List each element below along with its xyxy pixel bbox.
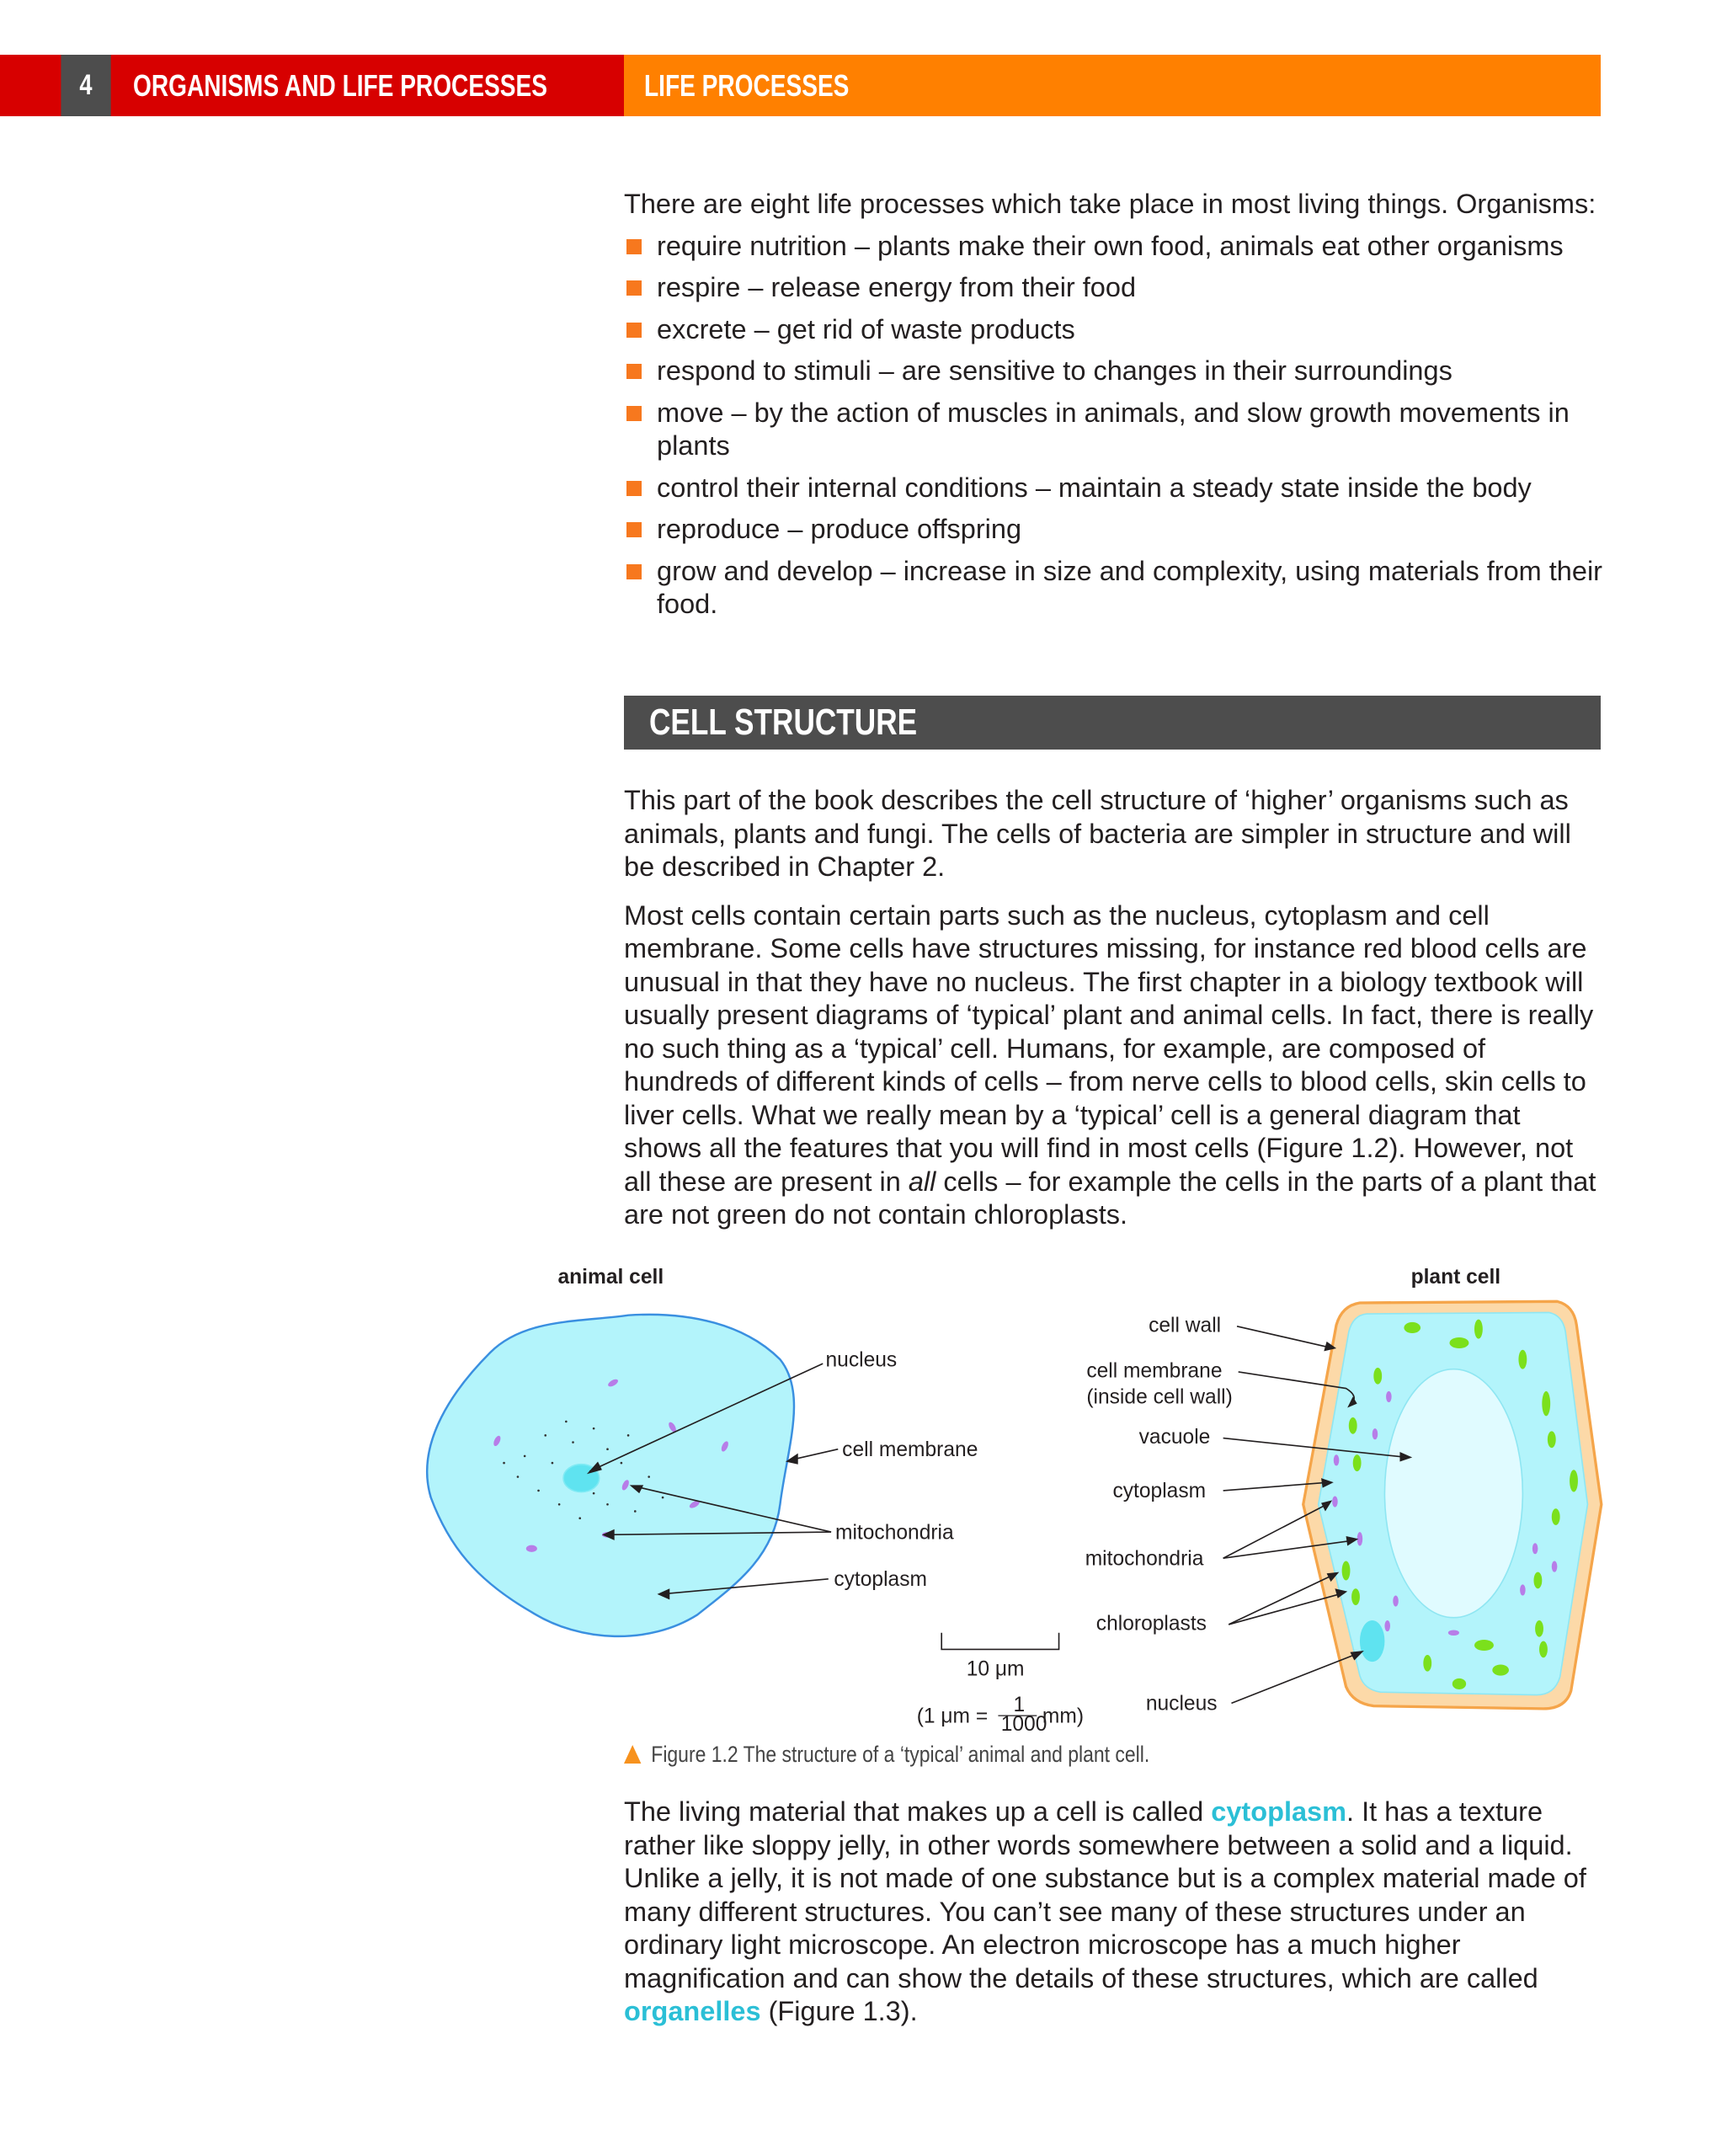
paragraph: This part of the book describes the cell structure of ‘higher’ organisms such as animals, plants and fungi. The cells of bacteria are simpler in structure and will be described in Chapter 2. [624,785,1571,882]
paragraph [624,1796,1602,2029]
emphasis: all [908,1166,936,1197]
label-vacuole: vacuole [1138,1426,1211,1449]
label-cytoplasm: cytoplasm [1112,1480,1207,1503]
label-nucleus: nucleus [825,1348,898,1372]
cell-structure-text [624,784,1602,1247]
bullet-square-icon [626,481,642,496]
bullet-square-icon [626,522,642,537]
list-item [624,555,1602,622]
list-item [624,513,1602,547]
section-title: LIFE PROCESSES [644,68,850,103]
label-cell-membrane: cell membrane [842,1438,978,1461]
bullet-square-icon [626,564,642,579]
scale-note: (1 μm = [916,1705,989,1728]
label-cell-membrane: cell membrane [1086,1359,1223,1383]
page-number: 4 [61,55,110,116]
plant-vacuole [1384,1369,1522,1618]
paragraph [624,899,1602,1232]
label-inside-cell-wall: (inside cell wall) [1086,1385,1233,1409]
scale-bar-label: 10 μm [966,1657,1025,1681]
text-run: cells – for example the cells in the parts of a plant that are not green do not contain chloroplasts. [624,1166,1596,1230]
label-mitochondria: mitochondria [834,1521,954,1545]
text-run: (Figure 1.3). [760,1996,918,2026]
animal-cell-title: animal cell [557,1266,664,1289]
scale-note-end: mm) [1042,1705,1085,1728]
label-nucleus: nucleus [1145,1692,1218,1716]
list-item-text: reproduce – produce offspring [657,514,1022,544]
list-item [624,472,1602,505]
list-item [624,313,1602,347]
text-run: The living material that makes up a cell is called [624,1796,1212,1827]
list-item-text: grow and develop – increase in size and complexity, using materials from their food. [657,555,1602,619]
caption-triangle-icon [624,1745,641,1764]
scale-bar [941,1633,1058,1650]
list-item-text: control their internal conditions – maintain a steady state inside the body [657,472,1532,503]
cell-figure [414,1249,1608,1739]
label-cytoplasm: cytoplasm [834,1568,927,1592]
bullet-square-icon [626,280,642,296]
label-cell-wall: cell wall [1149,1314,1222,1337]
list-item-text: move – by the action of muscles in animals, and slow growth movements in plants [657,397,1570,461]
scale-note-denominator: 1000 [1000,1713,1047,1737]
keyword-cytoplasm: cytoplasm [1211,1796,1347,1827]
plant-nucleus [1360,1620,1385,1662]
scale-note-numerator: 1 [1013,1694,1026,1717]
list-item [624,230,1602,264]
figure-caption [624,1742,1149,1768]
bullet-square-icon [626,323,642,338]
label-mitochondria: mitochondria [1085,1547,1204,1571]
cytoplasm-text [624,1796,1602,2044]
list-item-text: respire – release energy from their food [657,272,1137,302]
list-item [624,397,1602,463]
list-item-text: respond to stimuli – are sensitive to changes in their surroundings [657,355,1452,386]
list-item-text: require nutrition – plants make their own food, animals eat other organisms [657,230,1564,261]
text-run: . It has a texture rather like sloppy jelly, in other words somewhere between a solid and a liquid. Unlike a jelly, it is not made of one substance but is a complex material made of many different structures. You can’t see many of these structures under an ordinary light microscope. An electron microscope has a much higher magnification and can show the details of these structures, which are called [624,1796,1586,1993]
keyword-organelles: organelles [624,1996,761,2026]
text-run: Most cells contain certain parts such as the nucleus, cytoplasm and cell membrane. Some cells have structures missing, for instance red blood cells are unusual in that they have no nucleus. The first chapter in a biology textbook will usually present diagrams of ‘typical’ plant and animal cells. In fact, there is really no such thing as a ‘typical’ cell. Humans, for example, are composed of hundreds of different kinds of cells – from nerve cells to blood cells, skin cells to liver cells. What we really mean by a ‘typical’ cell is a general diagram that shows all the features that you will find in most cells (Figure 1.2). However, not all these are present in [624,899,1594,1197]
caption-text: Figure 1.2 The structure of a ‘typical’ animal and plant cell. [651,1742,1150,1767]
label-chloroplasts: chloroplasts [1095,1612,1207,1636]
list-item-text: excrete – get rid of waste products [657,313,1075,344]
bullet-square-icon [626,239,642,254]
intro-text: There are eight life processes which take place in most living things. Organisms: [624,189,1596,219]
animal-cell-body [427,1315,794,1636]
bullet-square-icon [626,406,642,421]
intro-block [624,188,1602,622]
section-banner [624,696,1601,750]
bullet-square-icon [626,364,642,379]
chapter-title: ORGANISMS AND LIFE PROCESSES [133,68,547,103]
list-item [624,271,1602,305]
life-processes-list [624,230,1602,622]
section-heading: CELL STRUCTURE [649,702,918,743]
list-item [624,355,1602,388]
plant-cell-title: plant cell [1410,1266,1501,1289]
